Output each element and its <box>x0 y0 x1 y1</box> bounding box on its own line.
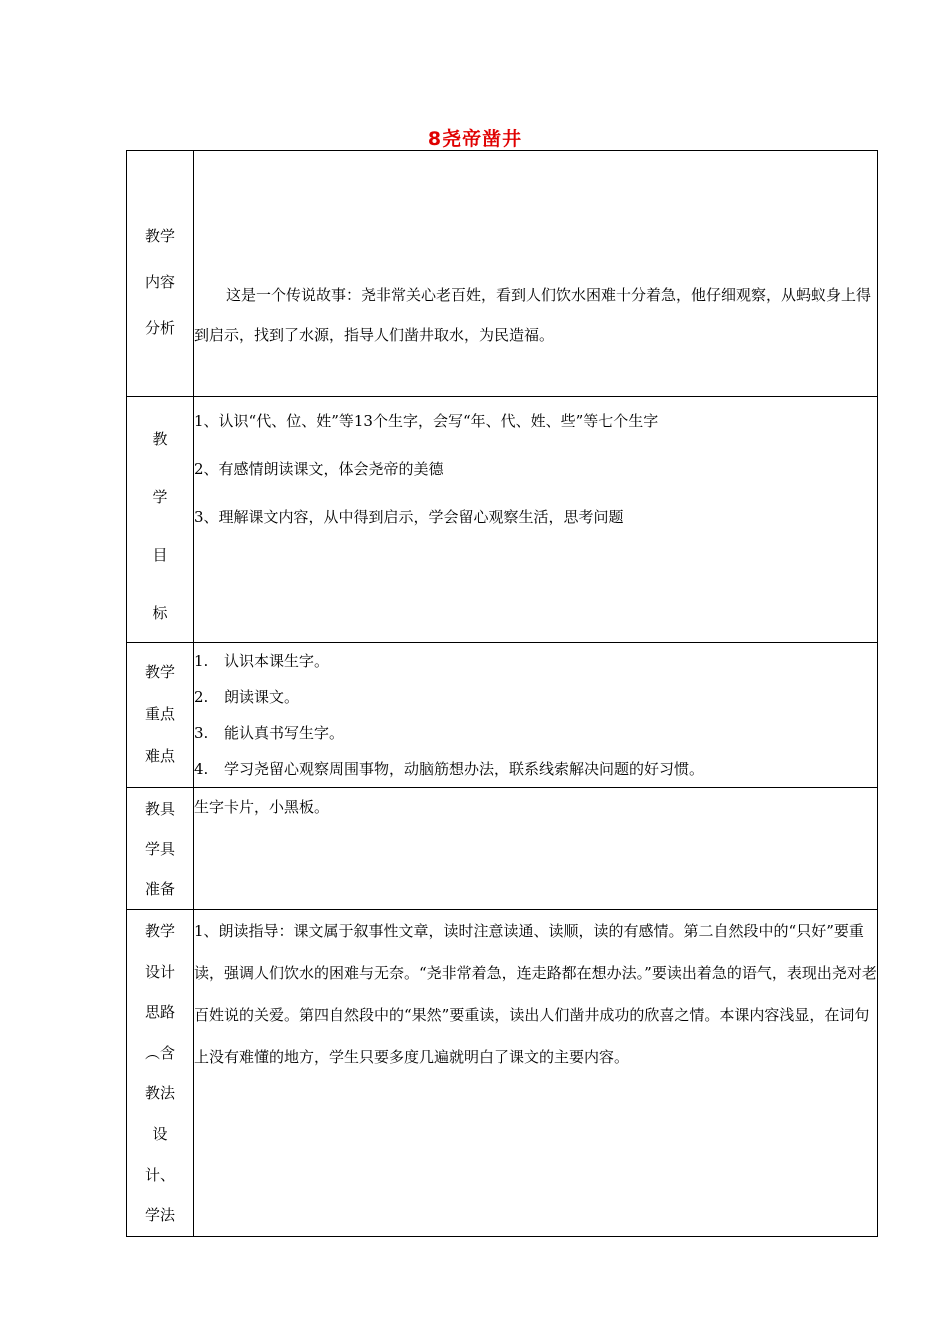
key-point-text: 能认真书写生字。 <box>224 724 345 742</box>
key-point-number: 4. <box>194 760 209 778</box>
row-content-analysis <box>127 151 878 397</box>
key-point-text: 学习尧留心观察周围事物，动脑筋想办法，联系线索解决问题的好习惯。 <box>224 760 705 778</box>
key-point-item <box>194 643 877 679</box>
label-line: 分析 <box>144 319 175 337</box>
teaching-design-cell <box>194 910 878 1237</box>
content-analysis-cell <box>194 151 878 397</box>
label-line: 设 <box>152 1124 168 1143</box>
label-line: 计、 <box>144 1165 175 1184</box>
tools-text: 生字卡片，小黑板。 <box>194 798 330 816</box>
label-line: 目 <box>152 546 168 564</box>
teaching-goals-cell <box>194 397 878 643</box>
label-line: 重点 <box>144 705 175 723</box>
label-line: 思路 <box>144 1003 175 1022</box>
key-point-number: 3. <box>194 724 209 742</box>
analysis-text: 这是一个传说故事：尧非常关心老百姓，看到人们饮水困难十分着急，他仔细观察，从蚂蚁身上得到启示，找到了水源，指导人们凿井取水，为民造福。 <box>194 286 872 344</box>
label-line: 教学 <box>144 227 175 245</box>
label-key-points <box>127 643 194 788</box>
label-line: 教学 <box>144 922 175 940</box>
key-points-cell <box>194 643 878 788</box>
label-line: 准备 <box>144 880 175 898</box>
row-tools <box>127 788 878 910</box>
label-teaching-design <box>127 910 194 1237</box>
label-line: 标 <box>152 604 168 622</box>
row-key-points <box>127 643 878 788</box>
key-point-item <box>194 679 877 715</box>
row-teaching-design <box>127 910 878 1237</box>
design-text: 1、朗读指导：课文属于叙事性文章，读时注意读通、读顺，读的有感情。第二自然段中的“只好”要重读，强调人们饮水的困难与无奈。“尧非常着急，连走路都在想办法。”要读出着急的语气，表现出尧对老百姓说的关爱。第四自然段中的“果然”要重读，读出人们凿井成功的欣喜之情。本课内容浅显，在词句上没有难懂的地方，学生只要多度几遍就明白了课文的主要内容。 <box>194 922 877 1066</box>
goal-item: 3、理解课文内容，从中得到启示，学会留心观察生活，思考问题 <box>194 508 624 526</box>
key-point-item <box>194 751 877 787</box>
label-line: 学具 <box>144 840 175 858</box>
key-point-item <box>194 715 877 751</box>
label-teaching-goals <box>127 397 194 643</box>
label-line: 内容 <box>144 273 175 291</box>
label-line: 教学 <box>144 663 175 681</box>
lesson-plan-table <box>126 150 878 1237</box>
key-point-text: 认识本课生字。 <box>224 652 330 670</box>
label-line: 学 <box>152 488 168 506</box>
key-point-number: 1. <box>194 652 209 670</box>
label-line: 教法 <box>144 1084 175 1103</box>
label-line: 学法 <box>144 1206 175 1225</box>
label-line: ︵含 <box>144 1043 175 1062</box>
page-title: 8尧帝凿井 <box>427 128 523 150</box>
label-line: 教具 <box>144 800 175 818</box>
key-point-number: 2. <box>194 688 209 706</box>
label-line: 设计 <box>144 962 175 981</box>
tools-cell <box>194 788 878 910</box>
label-tools <box>127 788 194 910</box>
key-point-text: 朗读课文。 <box>224 688 300 706</box>
goal-item: 1、认识“代、位、姓”等13个生字，会写“年、代、姓、些”等七个生字 <box>194 412 659 430</box>
label-content-analysis <box>127 151 194 397</box>
row-teaching-goals <box>127 397 878 643</box>
label-line: 教 <box>152 430 168 448</box>
label-line: 难点 <box>144 747 175 765</box>
goal-item: 2、有感情朗读课文，体会尧帝的美德 <box>194 460 444 478</box>
